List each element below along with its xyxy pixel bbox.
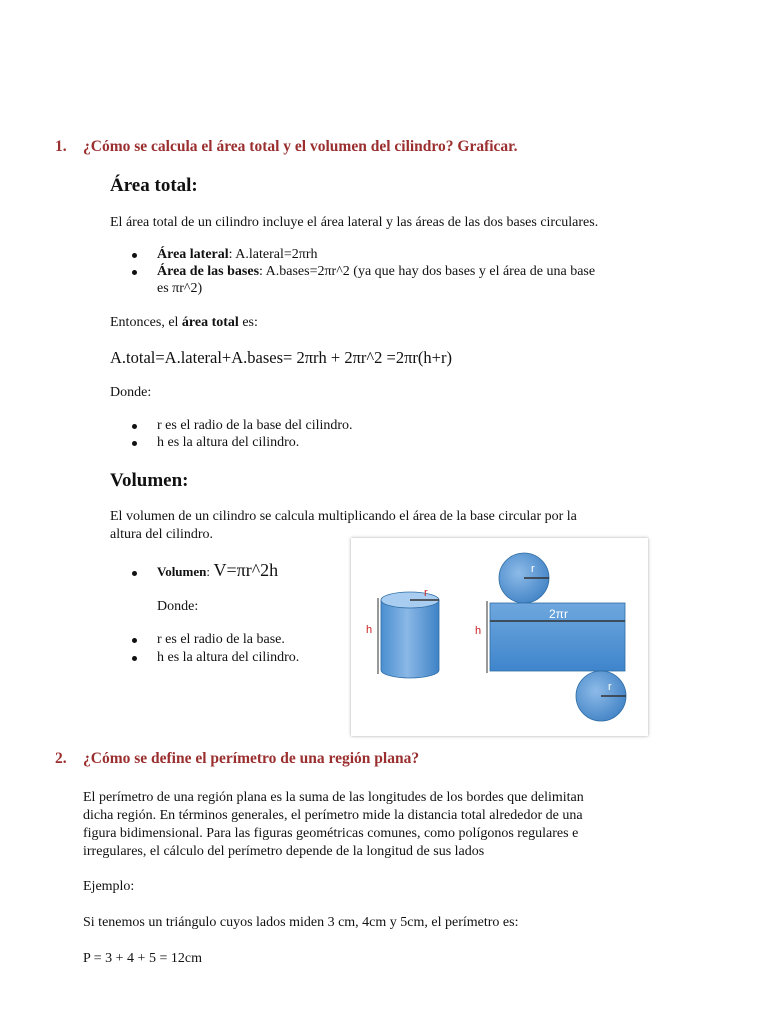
area-then-suffix: es: bbox=[238, 315, 258, 330]
volume-formula: V=πr^2h bbox=[213, 560, 279, 580]
net-top-circle bbox=[499, 553, 549, 603]
bullet-area-bases bbox=[157, 263, 595, 281]
area-total-heading: Área total: bbox=[110, 175, 198, 196]
net-circumference-label: 2πr bbox=[549, 607, 568, 621]
volume-where-label: Donde: bbox=[157, 599, 199, 614]
bullet-dot bbox=[132, 270, 137, 275]
volume-formula-label: Volumen bbox=[157, 564, 207, 579]
bullet-area-lateral bbox=[157, 246, 317, 264]
q2-example-text: Si tenemos un triángulo cuyos lados miden 3 cm, 4cm y 5cm, el perímetro es: bbox=[83, 915, 519, 930]
area-total-formula: A.total=A.lateral+A.bases= 2πrh + 2πr^2 =2πr(h+r) bbox=[110, 348, 452, 367]
volume-where-item-r: r es el radio de la base. bbox=[157, 632, 285, 647]
volume-formula-bullet bbox=[157, 560, 278, 581]
area-where-item-h: h es la altura del cilindro. bbox=[157, 435, 300, 450]
bullet-dot bbox=[132, 424, 137, 429]
net-top-radius-label: r bbox=[531, 563, 535, 575]
area-then-bold: área total bbox=[181, 315, 239, 330]
bullet-area-bases-text: : A.bases=2πr^2 (ya que hay dos bases y el área de una base bbox=[259, 264, 596, 279]
bullet-area-bases-cont: es πr^2) bbox=[157, 281, 203, 296]
cylinder-diagram bbox=[351, 538, 648, 736]
q2-paragraph-line-4: irregulares, el cálculo del perímetro depende de la longitud de sus lados bbox=[83, 844, 485, 859]
q2-example-label: Ejemplo: bbox=[83, 879, 135, 894]
question-1-title: ¿Cómo se calcula el área total y el volumen del cilindro? Graficar. bbox=[83, 138, 518, 155]
net-bottom-radius-label: r bbox=[608, 681, 612, 693]
area-then-line bbox=[110, 314, 258, 332]
question-1-number: 1. bbox=[55, 138, 67, 155]
question-2-title: ¿Cómo se define el perímetro de una región plana? bbox=[83, 750, 420, 767]
volume-intro-line-2: altura del cilindro. bbox=[110, 527, 214, 542]
cylinder-height-label: h bbox=[366, 624, 373, 636]
bullet-area-bases-label: Área de las bases bbox=[157, 264, 260, 279]
area-then-prefix: Entonces, el bbox=[110, 315, 182, 330]
area-where-item-r: r es el radio de la base del cilindro. bbox=[157, 418, 353, 433]
net-height-label: h bbox=[475, 625, 482, 637]
volume-heading: Volumen: bbox=[110, 470, 189, 491]
bullet-dot bbox=[132, 253, 137, 258]
bullet-dot bbox=[132, 638, 137, 643]
cylinder-figure bbox=[351, 538, 648, 736]
area-intro: El área total de un cilindro incluye el área lateral y las áreas de las dos bases circulares. bbox=[110, 215, 599, 230]
q2-result: P = 3 + 4 + 5 = 12cm bbox=[83, 951, 202, 966]
net-bottom-circle bbox=[576, 671, 626, 721]
bullet-dot bbox=[132, 441, 137, 446]
bullet-dot bbox=[132, 571, 137, 576]
q2-paragraph-line-3: figura bidimensional. Para las figuras geométricas comunes, como polígonos regulares e bbox=[83, 826, 579, 841]
q2-paragraph-line-1: El perímetro de una región plana es la suma de las longitudes de los bordes que delimitan bbox=[83, 790, 584, 805]
bullet-area-lateral-label: Área lateral bbox=[157, 247, 229, 262]
bullet-area-lateral-text: : A.lateral=2πrh bbox=[228, 247, 318, 262]
volume-formula-colon: : bbox=[206, 564, 210, 579]
q2-paragraph-line-2: dicha región. En términos generales, el perímetro mide la distancia total alrededor de una bbox=[83, 808, 583, 823]
cylinder-shape bbox=[381, 592, 439, 678]
volume-intro-line-1: El volumen de un cilindro se calcula multiplicando el área de la base circular por la bbox=[110, 509, 577, 524]
cylinder-radius-label: r bbox=[424, 587, 428, 599]
question-2-number: 2. bbox=[55, 750, 67, 767]
bullet-dot bbox=[132, 656, 137, 661]
volume-where-item-h: h es la altura del cilindro. bbox=[157, 650, 300, 665]
area-where-label: Donde: bbox=[110, 385, 152, 400]
